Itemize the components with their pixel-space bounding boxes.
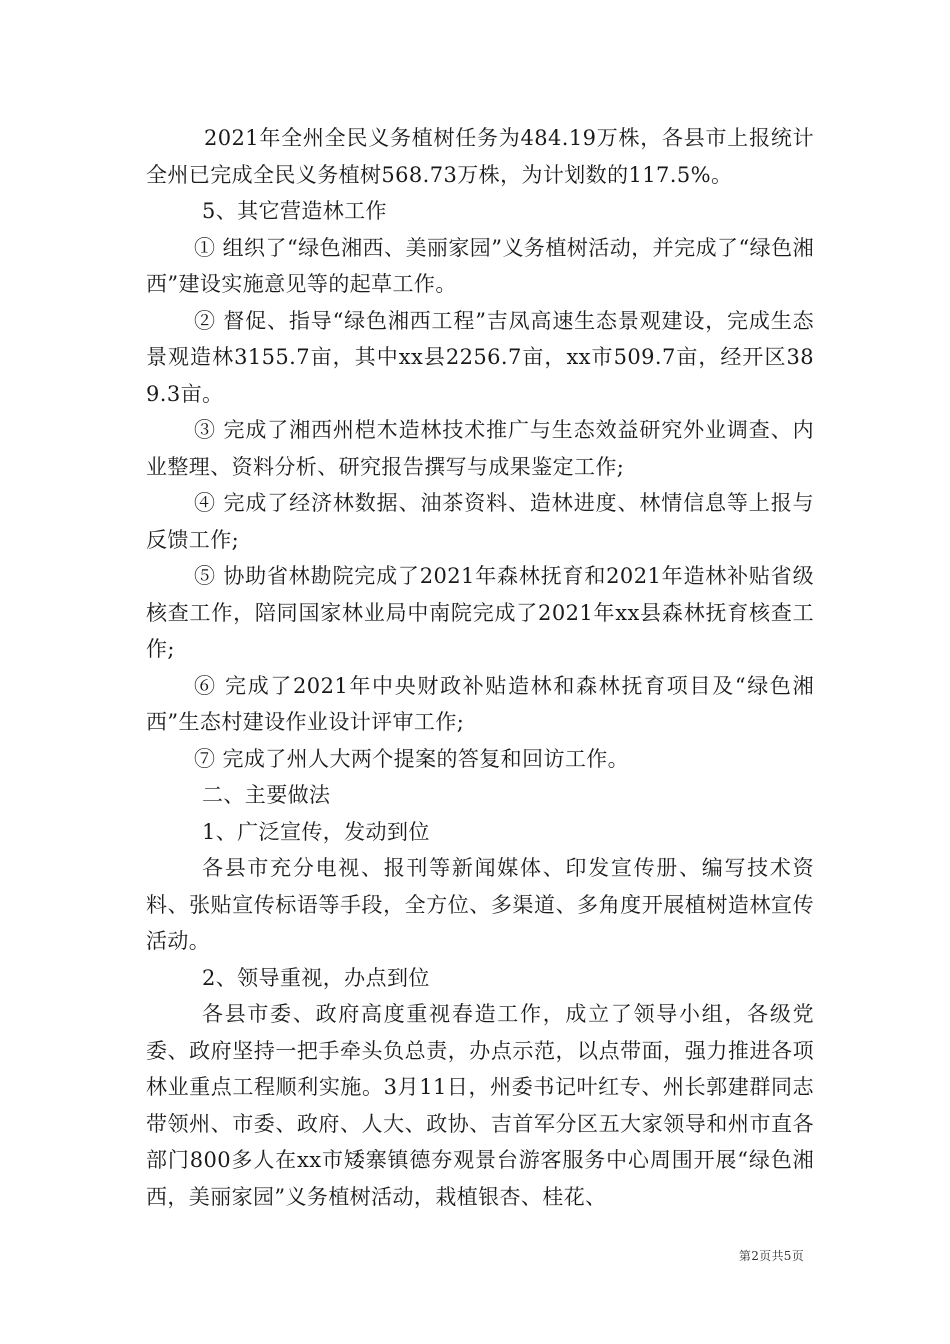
paragraph-leadership: 各县市委、政府高度重视春造工作，成立了领导小组，各级党委、政府坚持一把手牵头负总责，办点示范，以点带面，强力推进各项林业重点工程顺利实施。3月11日，州委书记叶红专、州长郭建群同志带领州、市委、政府、人大、政协、吉首军分区五大家领导和州市直各部门800多人在xx市矮寨镇德夯观景台游客服务中心周围开展“绿色湘西，美丽家园”义务植树活动，栽植银杏、桂花、 bbox=[146, 1002, 814, 1209]
section-heading-main-methods: 二、主要做法 bbox=[202, 783, 331, 807]
page-number-footer: 第2页共5页 bbox=[738, 1249, 804, 1263]
list-item-6: ⑥ 完成了2021年中央财政补贴造林和森林抚育项目及“绿色湘西”生态村建设作业设计评审工作; bbox=[146, 673, 814, 734]
paragraph-publicity: 各县市充分电视、报刊等新闻媒体、印发宣传册、编写技术资料、张贴宣传标语等手段，全方位、多渠道、多角度开展植树造林宣传活动。 bbox=[146, 856, 814, 953]
paragraph-tree-planting-stats: 2021年全州全民义务植树任务为484.19万株，各县市上报统计全州已完成全民义务植树568.73万株，为计划数的117.5%。 bbox=[146, 126, 814, 187]
list-item-7: ⑦ 完成了州人大两个提案的答复和回访工作。 bbox=[194, 746, 630, 771]
list-item-1: ① 组织了“绿色湘西、美丽家园”义务植树活动，并完成了“绿色湘西”建设实施意见等的起草工作。 bbox=[146, 235, 814, 296]
subheading-leadership: 2、领导重视，办点到位 bbox=[202, 965, 430, 990]
list-item-2: ② 督促、指导“绿色湘西工程”吉凤高速生态景观建设，完成生态景观造林3155.7亩，其中xx县2256.7亩，xx市509.7亩，经开区389.3亩。 bbox=[146, 308, 814, 406]
list-item-4: ④ 完成了经济林数据、油茶资料、造林进度、林情信息等上报与反馈工作; bbox=[146, 491, 814, 552]
document-body bbox=[146, 120, 814, 1215]
heading-other-afforestation: 5、其它营造林工作 bbox=[202, 199, 387, 223]
list-item-3: ③ 完成了湘西州桤木造林技术推广与生态效益研究外业调查、内业整理、资料分析、研究报告撰写与成果鉴定工作; bbox=[146, 418, 814, 479]
subheading-publicity: 1、广泛宣传，发动到位 bbox=[202, 819, 430, 844]
list-item-5: ⑤ 协助省林勘院完成了2021年森林抚育和2021年造林补贴省级核查工作，陪同国家林业局中南院完成了2021年xx县森林抚育核查工作; bbox=[146, 564, 814, 661]
